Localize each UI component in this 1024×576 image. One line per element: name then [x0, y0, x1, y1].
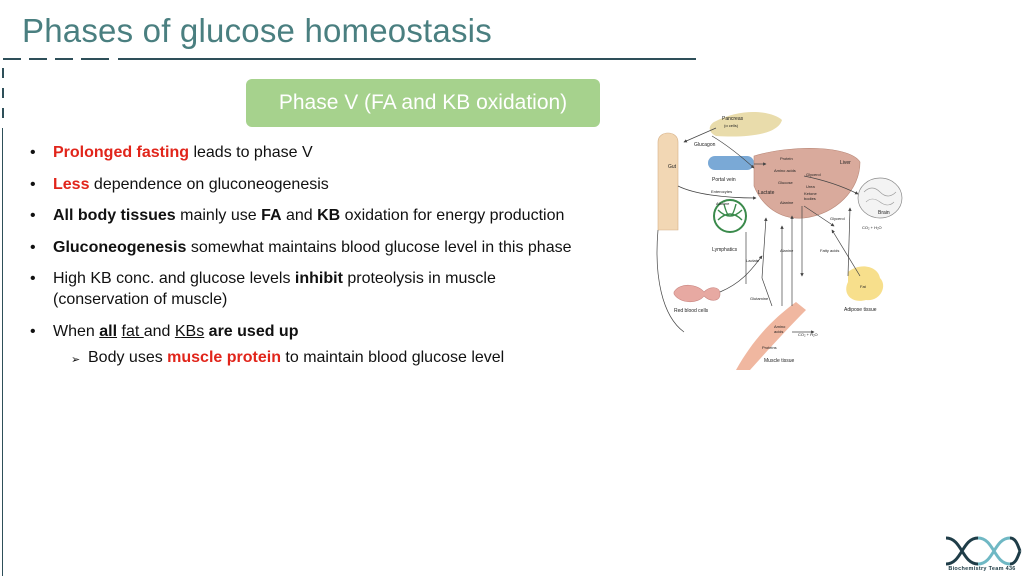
highlight-text: Prolonged fasting [53, 144, 189, 161]
label-pancreas-cells: (α cells) [724, 123, 739, 128]
label-amino: Amino [774, 324, 786, 329]
label-muscle: Muscle tissue [764, 358, 795, 364]
underlined-text: all [99, 322, 118, 340]
team-logo [942, 534, 1022, 574]
bullet-item [28, 237, 638, 258]
bullet-list [28, 142, 638, 378]
label-lactate-top: Lactate [758, 190, 775, 196]
bullet-item [28, 205, 638, 226]
title-rule [118, 58, 696, 60]
label-proteins: Proteins [762, 345, 777, 350]
label-brain: Brain [878, 210, 890, 216]
bullet-text: When [53, 322, 100, 340]
bullet-item [28, 268, 553, 310]
bold-text: KB [317, 207, 341, 224]
highlight-text: Less [53, 175, 90, 193]
bullet-text: dependence on gluconeogenesis [89, 175, 329, 193]
portal-vein-shape [708, 156, 754, 170]
logo-text: Biochemistry Team 436 [948, 566, 1016, 572]
bold-text: Gluconeogenesis [53, 238, 187, 256]
bold-text: FA [261, 207, 282, 224]
label-urea: Urea [806, 184, 815, 189]
lymphatics-coil [718, 204, 742, 220]
left-border-tick [2, 88, 4, 98]
label-liver: Liver [840, 160, 851, 166]
title-rule-dash [29, 58, 47, 60]
label-glutamine: Glutamine [750, 296, 769, 301]
label-lymphatics: Lymphatics [712, 247, 738, 253]
label-alanine-left: Alanine [716, 201, 730, 206]
title-rule-dash [81, 58, 109, 60]
bullet-text: oxidation for energy production [340, 207, 565, 224]
underlined-text: fat [121, 322, 144, 340]
label-gut: Gut [668, 164, 677, 170]
left-border-line [2, 128, 3, 576]
bullet-item [28, 321, 638, 368]
dna-icon [942, 534, 1022, 568]
label-red-blood-cells: Red blood cells [674, 308, 709, 314]
bold-text: All body tissues [53, 207, 176, 224]
label-co2-muscle: CO₂ + H₂O [798, 332, 818, 337]
label-glycerol: Glycerol [830, 216, 845, 221]
label-fat: Fat [860, 284, 866, 289]
label-enterocytes: Enterocytes [711, 189, 733, 194]
page-title: Phases of glucose homeostasis [22, 12, 492, 49]
bullet-text: leads to phase V [189, 144, 313, 161]
bullet-text: mainly use [175, 207, 262, 224]
pancreas-shape [710, 112, 782, 137]
gut-shape [658, 133, 678, 230]
label-pancreas: Pancreas [722, 116, 744, 122]
label-bodies: bodies [804, 196, 816, 201]
title-rule-dash [3, 58, 21, 60]
label-fatty-acids: Fatty acids [820, 248, 840, 253]
label-lactate-mid: Lactate [746, 258, 760, 263]
bullet-text: somewhat maintains blood glucose level in this phase [186, 238, 572, 256]
metabolism-diagram [654, 106, 906, 370]
highlight-text: muscle protein [167, 348, 281, 366]
label-portal-vein: Portal vein [712, 177, 736, 183]
bullet-text: and [143, 322, 175, 340]
label-glucagon: Glucagon [694, 142, 716, 148]
label-adipose: Adipose tissue [844, 307, 877, 313]
bullet-text: to maintain blood glucose level [280, 348, 505, 366]
bullet-text: Body uses [88, 348, 168, 366]
label-alanine-liver: Alanine [780, 200, 794, 205]
label-glucose: Glucose [778, 180, 793, 185]
label-amino-acids: Amino acids [774, 168, 796, 173]
bullet-text: and [281, 207, 318, 224]
underlined-text: KBs [174, 322, 205, 340]
phase-badge: Phase V (FA and KB oxidation) [246, 79, 600, 127]
bullet-item [28, 142, 638, 163]
bullet-text: High KB conc. and glucose levels [53, 270, 295, 287]
left-border-tick [2, 108, 4, 118]
bullet-item [28, 174, 638, 195]
bold-text: are used up [208, 322, 299, 340]
label-ketone: Ketone [804, 191, 817, 196]
left-border-tick [2, 68, 4, 78]
label-acids: acids [774, 329, 784, 334]
label-protein-liver: Protein [780, 156, 793, 161]
label-glycerol-liver: Glycerol [806, 172, 821, 177]
arrow-bullet-icon: ➢ [71, 353, 81, 366]
bullet-text: proteolysis in muscle (conservation of muscle) [53, 270, 496, 308]
title-rule-dash [55, 58, 73, 60]
label-co2-brain: CO₂ + H₂O [862, 225, 882, 230]
label-alanine-mid: Alanine [780, 248, 794, 253]
red-blood-cells-shape [674, 285, 720, 302]
bold-text: inhibit [294, 270, 343, 287]
sub-bullet-item [53, 347, 638, 368]
